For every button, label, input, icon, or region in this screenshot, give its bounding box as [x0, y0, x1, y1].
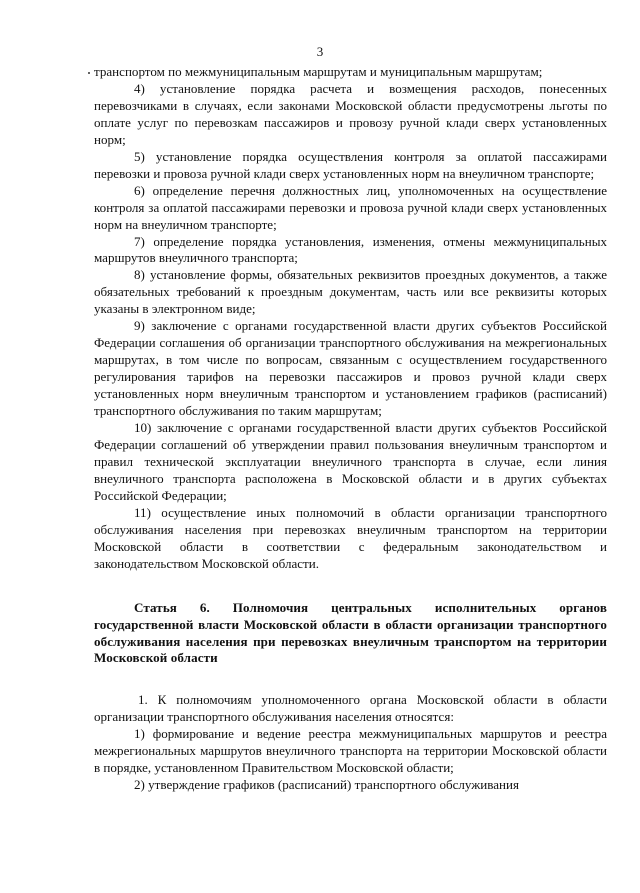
paragraph-item-4: 4) установление порядка расчета и возмещения расходов, понесенных перевозчиками в случаях, если законами Московской области предусмотрены льготы по оплате услуг по перевозкам пассажиров и провозу ручной клади сверх установленных норм; — [94, 80, 607, 147]
paragraph-item-9: 9) заключение с органами государственной власти других субъектов Российской Федерации соглашения об организации транспортного обслуживания на межрегиональных маршрутах, в том числе по вопросам, связанным с осуществлением государственного регулирования тарифов на перевозки пассажиров и провоз ручной клади сверх установленных норм внеуличным транспортом и установлением графиков (расписаний) транспортного обслуживания по таким маршрутам; — [94, 318, 607, 419]
article-paragraph-1-item-1: 1) формирование и ведение реестра межмуниципальных маршрутов и реестра межрегиональных маршрутов внеуличного транспорта на территории Московской области в порядке, установленном Правительством Московской области; — [94, 726, 607, 776]
paragraph-continuation: транспортом по межмуниципальным маршрутам и муниципальным маршрутам; — [94, 64, 543, 79]
article-heading: Статья 6. Полномочия центральных исполнительных органов государственной власти Московской области в области организации транспортного обслуживания населения при перевозках внеуличным транспортом на территории Московской области — [94, 599, 607, 666]
paragraph-item-10: 10) заключение с органами государственной власти других субъектов Российской Федерации соглашений об утверждении правил пользования внеуличным транспортом и правил технической эксплуатации внеуличного транспорта в случае, если линия внеуличного транспорта расположена в Московской области и в других субъектах Российской Федерации; — [94, 420, 607, 503]
document-body — [94, 64, 607, 794]
scan-speck — [88, 72, 90, 74]
article-paragraph-1-item-2: 2) утверждение графиков (расписаний) транспортного обслуживания — [134, 777, 520, 793]
paragraph-item-6: 6) определение перечня должностных лиц, уполномоченных на осуществление контроля за оплатой пассажирами перевозки и провоза ручной клади сверх установленных норм на внеуличном транспорте; — [94, 182, 607, 232]
paragraph-item-11: 11) осуществление иных полномочий в области организации транспортного обслуживания населения при перевозках внеуличным транспортом на территории Московской области в соответствии с федеральным законодательством и законодательством Московской области. — [94, 504, 607, 571]
paragraph-item-8: 8) установление формы, обязательных реквизитов проездных документов, а также обязательных требований к проездным документам, часть или все реквизиты которых указаны в электронном виде; — [94, 267, 607, 317]
article-paragraph-1: 1. К полномочиям уполномоченного органа Московской области в области организации транспортного обслуживания населения относятся: — [94, 692, 607, 725]
page-number: 3 — [316, 44, 324, 59]
paragraph-item-5: 5) установление порядка осуществления контроля за оплатой пассажирами перевозки и провоза ручной клади сверх установленных норм на внеуличном транспорте; — [94, 148, 607, 181]
paragraph-item-7: 7) определение порядка установления, изменения, отмены межмуниципальных маршрутов внеуличного транспорта; — [94, 233, 607, 266]
